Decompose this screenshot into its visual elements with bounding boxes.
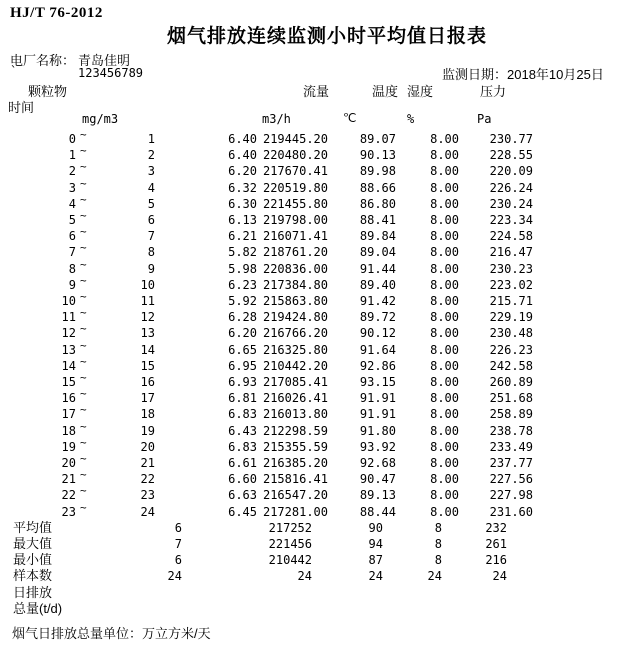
summary-row	[0, 601, 619, 618]
hour-end-cell: 22	[140, 472, 155, 487]
temp-cell: 93.15	[359, 375, 396, 389]
hour-end-cell: 9	[147, 261, 155, 276]
flow-cell: 220480.20	[262, 148, 328, 163]
dust-cell: 6.81	[228, 391, 257, 406]
pressure-cell: 215.71	[489, 294, 533, 308]
temp-cell: 89.13	[359, 488, 396, 503]
plant-name-label: 电厂名称：	[10, 53, 76, 68]
hour-end-cell: 11	[140, 294, 155, 308]
pressure-cell: 230.77	[489, 132, 533, 146]
temp-cell: 89.72	[359, 310, 396, 325]
flow-cell: 219445.20	[262, 132, 328, 146]
temp-cell: 92.68	[359, 456, 396, 470]
hour-start-cell: 8	[68, 261, 76, 276]
temp-cell: 86.80	[359, 196, 396, 211]
tilde-mark: ~	[80, 306, 87, 320]
humidity-cell: 8.00	[430, 180, 459, 195]
temp-cell: 89.84	[359, 229, 396, 244]
table-row	[0, 176, 619, 197]
pressure-cell: 229.19	[489, 310, 533, 325]
table-row	[0, 160, 619, 180]
temp-cell: 91.80	[359, 423, 396, 438]
col-time-header: 时间	[8, 100, 35, 115]
temp-cell: 92.86	[359, 358, 396, 373]
flow-cell: 217384.80	[262, 277, 328, 292]
table-row	[0, 435, 619, 456]
pressure-cell: 226.24	[489, 180, 533, 195]
pressure-cell: 224.58	[489, 229, 533, 244]
dust-cell: 6.43	[228, 423, 257, 438]
hour-start-cell: 9	[68, 277, 76, 292]
dust-cell: 6.21	[228, 229, 257, 244]
table-row	[0, 387, 619, 407]
unit-pressure: Pa	[477, 112, 492, 126]
dust-cell: 6.13	[228, 213, 257, 227]
summary-value: 8	[434, 520, 442, 535]
summary-value: 210442	[268, 553, 312, 568]
dust-cell: 6.20	[228, 164, 257, 179]
summary-value: 90	[368, 520, 383, 535]
summary-value: 261	[485, 537, 507, 551]
flow-cell: 217281.00	[262, 504, 328, 519]
document-standard: HJ/T 76-2012	[10, 5, 103, 21]
tilde-mark: ~	[80, 468, 87, 482]
tilde-mark: ~	[80, 209, 87, 222]
summary-row	[0, 520, 619, 537]
summary-label: 日排放	[13, 584, 53, 600]
flow-cell: 217670.41	[262, 164, 328, 179]
temp-cell: 88.44	[359, 504, 396, 519]
hour-start-cell: 22	[61, 488, 76, 503]
summary-row	[0, 552, 619, 569]
tilde-mark: ~	[80, 273, 87, 287]
temp-cell: 89.98	[359, 164, 396, 179]
pressure-cell: 216.47	[489, 245, 533, 260]
flow-cell: 215816.41	[262, 472, 328, 487]
hour-end-cell: 8	[147, 245, 155, 260]
pressure-cell: 227.56	[489, 472, 533, 487]
table-row	[0, 225, 619, 245]
monitor-date	[442, 64, 604, 83]
flow-cell: 217085.41	[262, 375, 328, 389]
table-row	[0, 371, 619, 391]
flow-cell: 216766.20	[262, 326, 328, 341]
pressure-cell: 227.98	[489, 488, 533, 503]
col-pressure-header: 压力	[480, 84, 507, 99]
temp-cell: 88.41	[359, 213, 396, 227]
humidity-cell: 8.00	[430, 277, 459, 292]
flow-cell: 220836.00	[262, 261, 328, 276]
humidity-cell: 8.00	[430, 375, 459, 389]
humidity-cell: 8.00	[430, 245, 459, 260]
humidity-cell: 8.00	[430, 472, 459, 487]
tilde-mark: ~	[80, 338, 87, 352]
hour-start-cell: 4	[68, 196, 76, 211]
table-row	[0, 192, 619, 213]
hour-end-cell: 4	[147, 180, 155, 195]
hour-start-cell: 14	[61, 358, 76, 373]
dust-cell: 6.32	[228, 180, 257, 195]
humidity-cell: 8.00	[430, 504, 459, 519]
summary-value: 7	[174, 537, 182, 551]
humidity-cell: 8.00	[430, 196, 459, 211]
dust-cell: 6.40	[228, 148, 257, 163]
hour-start-cell: 2	[68, 164, 76, 179]
table-row	[0, 306, 619, 326]
humidity-cell: 8.00	[430, 391, 459, 406]
flow-cell: 212298.59	[262, 423, 328, 438]
flow-cell: 210442.20	[262, 358, 328, 373]
table-row	[0, 354, 619, 375]
hour-end-cell: 14	[140, 342, 155, 357]
unit-dust: mg/m3	[82, 112, 119, 126]
summary-value: 217252	[268, 520, 312, 535]
tilde-mark: ~	[80, 241, 87, 255]
hour-end-cell: 23	[140, 488, 155, 503]
dust-cell: 6.40	[228, 132, 257, 146]
col-dust-header: 颗粒物	[28, 84, 68, 99]
table-row	[0, 257, 619, 278]
pressure-cell: 258.89	[489, 407, 533, 422]
flow-cell: 215355.59	[262, 439, 328, 454]
humidity-cell: 8.00	[430, 342, 459, 357]
col-humidity-header: 湿度	[407, 84, 434, 99]
pressure-cell: 230.48	[489, 326, 533, 341]
temp-cell: 91.44	[359, 261, 396, 276]
flow-cell: 216547.20	[262, 488, 328, 503]
humidity-cell: 8.00	[430, 310, 459, 325]
temp-cell: 93.92	[359, 439, 396, 454]
monitor-date-label: 监测日期：	[442, 67, 508, 82]
summary-value: 24	[167, 569, 182, 584]
dust-cell: 5.92	[228, 294, 257, 308]
tilde-mark: ~	[80, 403, 87, 417]
tilde-mark: ~	[80, 144, 87, 158]
hour-start-cell: 18	[61, 423, 76, 438]
temp-cell: 91.42	[359, 294, 396, 308]
temp-cell: 88.66	[359, 180, 396, 195]
tilde-mark: ~	[80, 419, 87, 433]
humidity-cell: 8.00	[430, 213, 459, 227]
summary-value: 8	[434, 553, 442, 568]
summary-value: 94	[368, 537, 383, 551]
hour-end-cell: 13	[140, 326, 155, 341]
summary-value: 87	[368, 553, 383, 568]
hour-end-cell: 7	[147, 229, 155, 244]
humidity-cell: 8.00	[430, 439, 459, 454]
tilde-mark: ~	[80, 500, 87, 514]
summary-value: 221456	[268, 537, 312, 551]
flow-cell: 216026.41	[262, 391, 328, 406]
humidity-cell: 8.00	[430, 148, 459, 163]
summary-value: 6	[174, 520, 182, 535]
pressure-cell: 231.60	[489, 504, 533, 519]
pressure-cell: 223.02	[489, 277, 533, 292]
hour-end-cell: 3	[147, 164, 155, 179]
hour-end-cell: 10	[140, 277, 155, 292]
dust-cell: 6.65	[228, 342, 257, 357]
tick-mark: `	[10, 64, 18, 78]
tilde-mark: ~	[80, 387, 87, 401]
hour-end-cell: 21	[140, 456, 155, 470]
tilde-mark: ~	[80, 225, 87, 239]
tilde-mark: ~	[80, 484, 87, 498]
table-row	[0, 128, 619, 148]
report-title: 烟气排放连续监测小时平均值日报表	[167, 26, 488, 47]
pressure-cell: 223.34	[489, 213, 533, 227]
temp-cell: 91.64	[359, 342, 396, 357]
temp-cell: 90.13	[359, 148, 396, 163]
temp-cell: 91.91	[359, 407, 396, 422]
flow-cell: 216013.80	[262, 407, 328, 422]
pressure-cell: 233.49	[489, 439, 533, 454]
table-row	[0, 419, 619, 440]
hour-start-cell: 16	[61, 391, 76, 406]
unit-flow: m3/h	[262, 112, 291, 126]
humidity-cell: 8.00	[430, 132, 459, 146]
flow-cell: 216071.41	[262, 229, 328, 244]
table-row	[0, 500, 619, 521]
humidity-cell: 8.00	[430, 407, 459, 422]
temp-cell: 90.12	[359, 326, 396, 341]
humidity-cell: 8.00	[430, 488, 459, 503]
humidity-cell: 8.00	[430, 423, 459, 438]
tilde-mark: ~	[80, 371, 87, 384]
dust-cell: 6.30	[228, 196, 257, 211]
dust-cell: 6.83	[228, 439, 257, 454]
table-row	[0, 273, 619, 294]
hour-start-cell: 3	[68, 180, 76, 195]
pressure-cell: 230.24	[489, 196, 533, 211]
hour-end-cell: 16	[140, 375, 155, 389]
unit-humidity: %	[407, 112, 415, 126]
col-flow-header: 流量	[303, 84, 330, 99]
tilde-mark: ~	[80, 354, 87, 368]
hour-start-cell: 1	[68, 148, 76, 163]
summary-value: 24	[297, 569, 312, 584]
summary-value: 24	[368, 569, 383, 584]
summary-value: 24	[492, 569, 507, 584]
col-temp-header: 温度	[372, 84, 399, 99]
tilde-mark: ~	[80, 452, 87, 465]
summary-label: 总量(t/d)	[13, 600, 63, 616]
summary-value: 8	[434, 537, 442, 551]
table-row	[0, 403, 619, 423]
hour-end-cell: 17	[140, 391, 155, 406]
hour-start-cell: 21	[61, 472, 76, 487]
hour-end-cell: 5	[147, 196, 155, 211]
hour-start-cell: 7	[68, 245, 76, 260]
summary-value: 232	[485, 520, 507, 535]
dust-cell: 6.83	[228, 407, 257, 422]
hour-end-cell: 18	[140, 407, 155, 422]
hour-start-cell: 19	[61, 439, 76, 454]
dust-cell: 6.93	[228, 375, 257, 389]
summary-label: 平均值	[13, 519, 53, 535]
pressure-cell: 228.55	[489, 148, 533, 163]
summary-value: 6	[174, 553, 182, 568]
tilde-mark: ~	[80, 322, 87, 336]
pressure-cell: 226.23	[489, 342, 533, 357]
summary-label: 样本数	[13, 568, 53, 584]
hour-end-cell: 6	[147, 213, 155, 227]
dust-cell: 5.98	[228, 261, 257, 276]
hour-start-cell: 23	[61, 504, 76, 519]
dust-cell: 5.82	[228, 245, 257, 260]
hour-start-cell: 15	[61, 375, 76, 389]
dust-cell: 6.45	[228, 504, 257, 519]
summary-value: 216	[485, 553, 507, 568]
flow-cell: 216325.80	[262, 342, 328, 357]
hour-end-cell: 2	[147, 148, 155, 163]
monitor-date-value: 2018年10月25日	[507, 67, 604, 82]
humidity-cell: 8.00	[430, 164, 459, 179]
pressure-cell: 230.23	[489, 261, 533, 276]
flow-cell: 216385.20	[262, 456, 328, 470]
hour-start-cell: 5	[68, 213, 76, 227]
table-row	[0, 468, 619, 488]
temp-cell: 89.40	[359, 277, 396, 292]
hour-end-cell: 1	[147, 132, 155, 146]
hour-end-cell: 12	[140, 310, 155, 325]
table-row	[0, 290, 619, 310]
pressure-cell: 242.58	[489, 358, 533, 373]
table-row	[0, 144, 619, 164]
temp-cell: 90.47	[359, 472, 396, 487]
hour-end-cell: 20	[140, 439, 155, 454]
tilde-mark: ~	[80, 192, 87, 206]
hour-start-cell: 17	[61, 407, 76, 422]
flow-cell: 221455.80	[262, 196, 328, 211]
flow-cell: 215863.80	[262, 294, 328, 308]
table-row	[0, 484, 619, 504]
hour-start-cell: 13	[61, 342, 76, 357]
dust-cell: 6.23	[228, 277, 257, 292]
table-row	[0, 338, 619, 359]
tilde-mark: ~	[80, 160, 87, 174]
summary-value: 24	[427, 569, 442, 584]
summary-label: 最小值	[13, 552, 53, 568]
humidity-cell: 8.00	[430, 358, 459, 373]
hour-start-cell: 0	[68, 132, 76, 146]
pressure-cell: 251.68	[489, 391, 533, 406]
plant-name-value: 青岛佳明	[78, 53, 131, 68]
tilde-mark: ~	[80, 435, 87, 449]
humidity-cell: 8.00	[430, 229, 459, 244]
hour-start-cell: 10	[61, 294, 76, 308]
hour-start-cell: 11	[61, 310, 76, 325]
tilde-mark: ~	[80, 257, 87, 271]
humidity-cell: 8.00	[430, 326, 459, 341]
pressure-cell: 237.77	[489, 456, 533, 470]
temp-cell: 89.07	[359, 132, 396, 146]
summary-label: 最大值	[13, 536, 53, 551]
humidity-cell: 8.00	[430, 294, 459, 308]
temp-cell: 91.91	[359, 391, 396, 406]
humidity-cell: 8.00	[430, 261, 459, 276]
pressure-cell: 238.78	[489, 423, 533, 438]
table-row	[0, 209, 619, 229]
hour-end-cell: 15	[140, 358, 155, 373]
table-row	[0, 452, 619, 472]
dust-cell: 6.60	[228, 472, 257, 487]
flow-cell: 218761.20	[262, 245, 328, 260]
unit-temp: ℃	[343, 111, 357, 125]
dust-cell: 6.20	[228, 326, 257, 341]
pressure-cell: 220.09	[489, 164, 533, 179]
hour-end-cell: 24	[140, 504, 155, 519]
tilde-mark: ~	[80, 290, 87, 303]
flow-cell: 219424.80	[262, 310, 328, 325]
plant-code: 123456789	[78, 66, 144, 80]
flow-cell: 219798.00	[262, 213, 328, 227]
hour-end-cell: 19	[140, 423, 155, 438]
table-row	[0, 322, 619, 342]
humidity-cell: 8.00	[430, 456, 459, 470]
dust-cell: 6.28	[228, 310, 257, 325]
hour-start-cell: 12	[61, 326, 76, 341]
tilde-mark: ~	[80, 176, 87, 190]
tilde-mark: ~	[80, 128, 87, 141]
dust-cell: 6.63	[228, 488, 257, 503]
dust-cell: 6.61	[228, 456, 257, 470]
temp-cell: 89.04	[359, 245, 396, 260]
dust-cell: 6.95	[228, 358, 257, 373]
footer-note: 烟气日排放总量单位：万立方米/天	[12, 626, 211, 641]
hour-start-cell: 20	[61, 456, 76, 470]
summary-row	[0, 585, 619, 602]
table-row	[0, 241, 619, 261]
summary-row	[0, 536, 619, 553]
summary-row	[0, 568, 619, 585]
hour-start-cell: 6	[68, 229, 76, 244]
flow-cell: 220519.80	[262, 180, 328, 195]
pressure-cell: 260.89	[489, 375, 533, 389]
